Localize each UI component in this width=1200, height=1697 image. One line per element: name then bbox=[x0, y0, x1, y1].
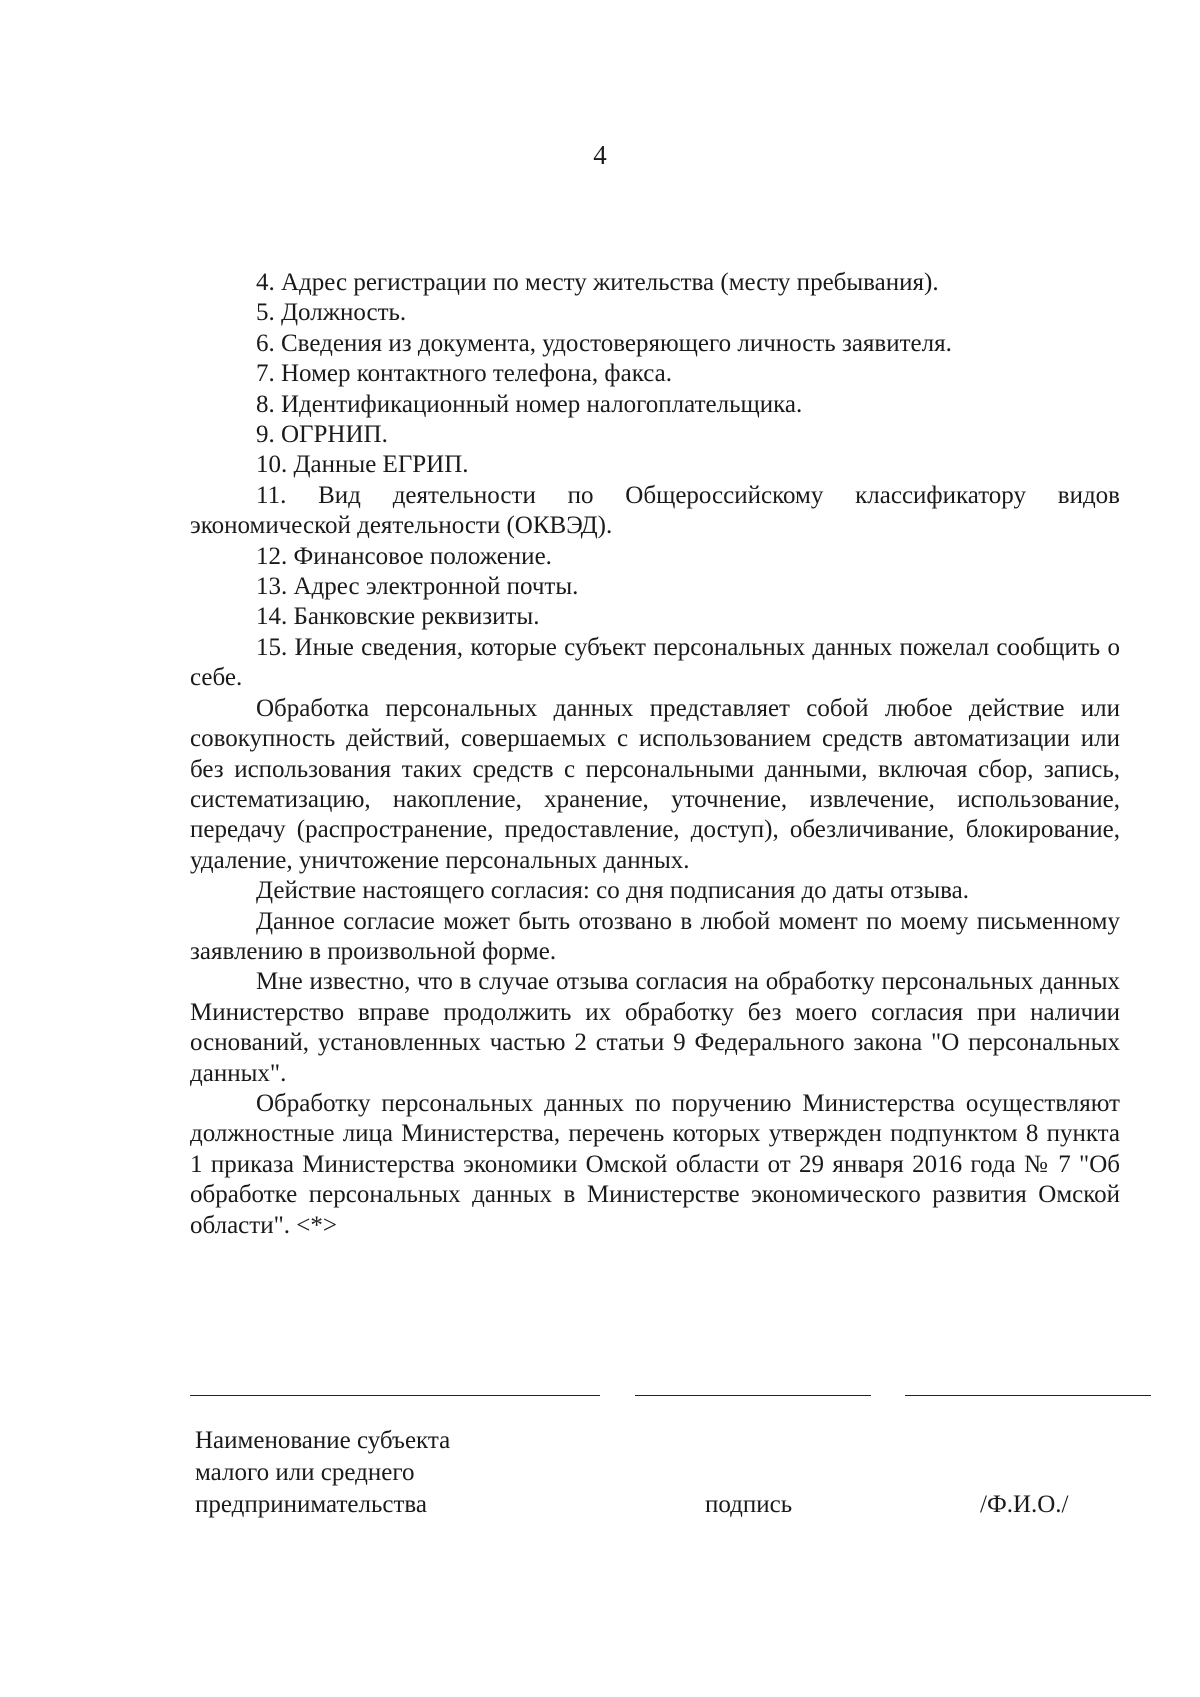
paragraph-consent-validity: Действие настоящего согласия: со дня подписания до даты отзыва. bbox=[256, 877, 969, 905]
paragraph-revocation-consequences: Мне известно, что в случае отзыва согласия на обработку персональных данных Министерство вправе продолжить их обработку без моего согласия при наличии оснований, установленных частью 2 статьи 9 Федерального закона "О персональных данных". bbox=[190, 968, 1120, 1087]
subject-name-label bbox=[195, 1425, 515, 1521]
list-item-11: 11. Вид деятельности по Общероссийскому классификатору видов экономической деятельности (ОКВЭД). bbox=[190, 481, 1120, 540]
paragraph-consent-revocation: Данное согласие может быть отозвано в любой момент по моему письменному заявлению в произвольной форме. bbox=[190, 907, 1120, 965]
subject-name-line bbox=[190, 1395, 600, 1396]
list-item-13: 13. Адрес электронной почты. bbox=[256, 573, 579, 601]
list-item-15: 15. Иные сведения, которые субъект персональных данных пожелал сообщить о себе. bbox=[190, 633, 1120, 692]
document-body bbox=[190, 268, 1120, 1241]
subject-label-line-3: предпринимательства bbox=[195, 1491, 427, 1518]
subject-label-line-2: малого или среднего bbox=[195, 1459, 415, 1486]
list-item-14: 14. Банковские реквизиты. bbox=[256, 603, 540, 631]
signature-line bbox=[635, 1395, 871, 1396]
list-item-12: 12. Финансовое положение. bbox=[256, 542, 552, 570]
signature-label: подпись bbox=[705, 1491, 793, 1518]
list-item-10: 10. Данные ЕГРИП. bbox=[256, 451, 469, 479]
page-number: 4 bbox=[593, 140, 607, 170]
list-item-7: 7. Номер контактного телефона, факса. bbox=[256, 360, 672, 388]
signature-block bbox=[0, 1395, 1200, 1555]
paragraph-processing-definition: Обработка персональных данных представляет собой любое действие или совокупность действий, совершаемых с использованием средств автоматизации или без использования таких средств с персональными данными, включая сбор, запись, систематизацию, накопление, хранение, уточнение, извлечение, использование, передачу (распространение, предоставление, доступ), обезличивание, блокирование, удаление, уничтожение персональных данных. bbox=[190, 694, 1120, 874]
full-name-label: /Ф.И.О./ bbox=[980, 1491, 1069, 1518]
list-item-4: 4. Адрес регистрации по месту жительства (месту пребывания). bbox=[256, 269, 939, 296]
list-item-8: 8. Идентификационный номер налогоплательщика. bbox=[256, 390, 803, 418]
list-item-5: 5. Должность. bbox=[256, 299, 407, 327]
subject-label-line-1: Наименование субъекта bbox=[195, 1427, 451, 1454]
paragraph-processing-officials: Обработку персональных данных по поручению Министерства осуществляют должностные лица Министерства, перечень которых утвержден подпунктом 8 пункта 1 приказа Министерства экономики Омской области от 29 января 2016 года № 7 "Об обработке персональных данных в Министерстве экономического развития Омской области". <*> bbox=[190, 1089, 1120, 1239]
list-item-9: 9. ОГРНИП. bbox=[256, 421, 388, 449]
list-item-6: 6. Сведения из документа, удостоверяющего личность заявителя. bbox=[256, 329, 952, 357]
full-name-line bbox=[905, 1395, 1151, 1396]
